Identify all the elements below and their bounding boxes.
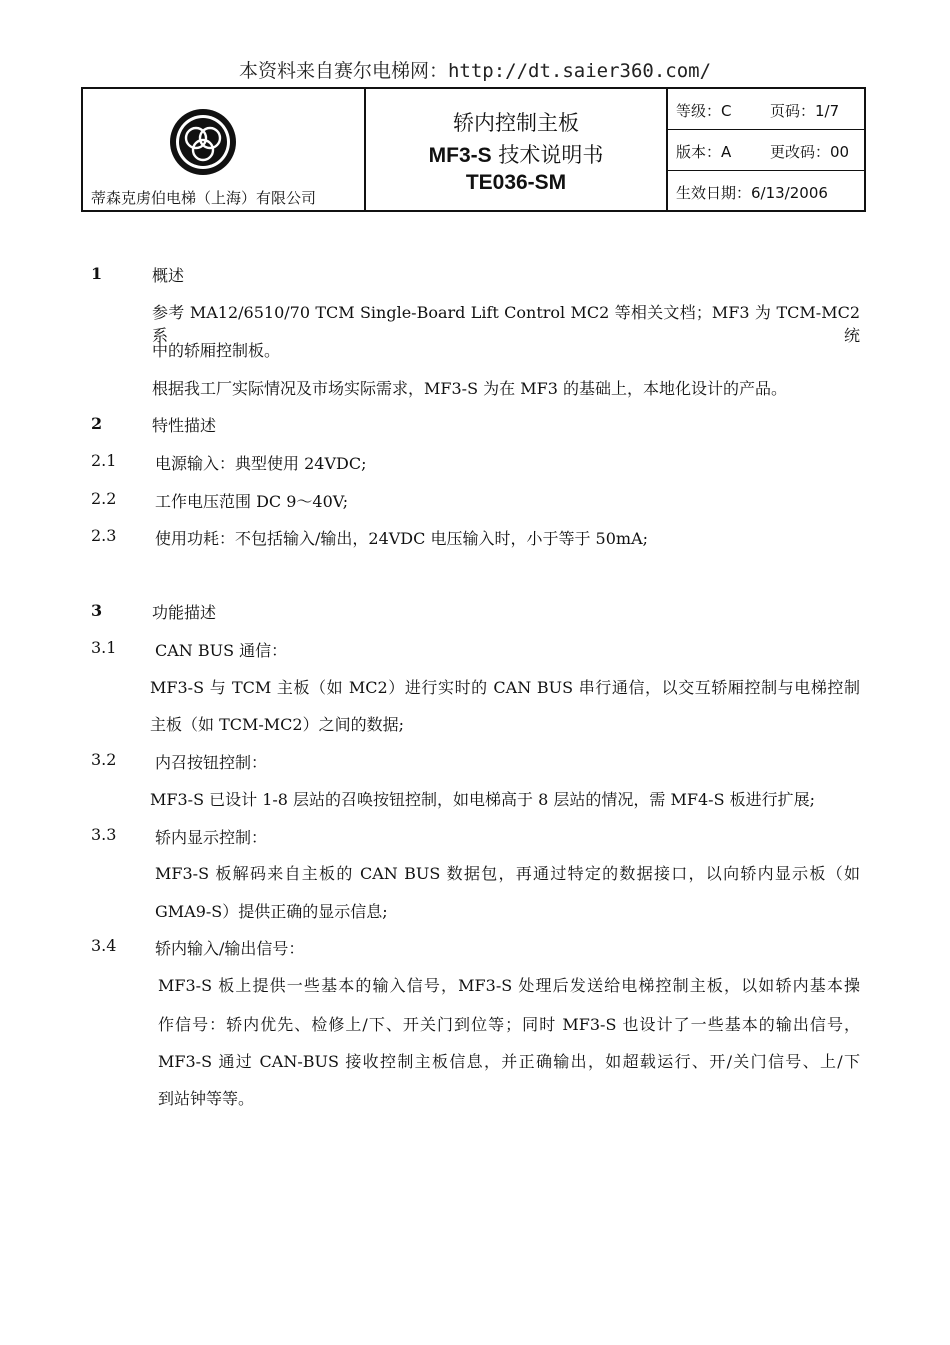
doc-title-model: MF3-S	[428, 144, 492, 167]
section-title: 功能描述	[152, 603, 217, 622]
paragraph-line: 主板（如 TCM-MC2）之间的数据;	[150, 715, 404, 734]
item-number: 3.1	[91, 638, 117, 657]
item-text: 工作电压范围 DC 9～40V;	[155, 492, 349, 511]
company-name: 蒂森克虏伯电梯（上海）有限公司	[91, 189, 317, 207]
paragraph-line: GMA9-S）提供正确的显示信息;	[155, 902, 388, 921]
item-title: CAN BUS 通信：	[155, 641, 288, 660]
item-number: 2.2	[91, 489, 117, 508]
item-text: 使用功耗：不包括输入/输出，24VDC 电压输入时，小于等于 50mA;	[155, 529, 649, 548]
section-title: 概述	[152, 266, 185, 285]
paragraph-line: 根据我工厂实际情况及市场实际需求，MF3-S 为在 MF3 的基础上，本地化设计的产品。	[152, 379, 787, 398]
section-title: 特性描述	[152, 416, 217, 435]
change-label: 更改码：00	[770, 143, 850, 161]
section-number: 2	[91, 414, 103, 433]
paragraph-line: MF3-S 板上提供一些基本的输入信号，MF3-S 处理后发送给电梯控制主板，以如轿内基本操	[158, 976, 860, 995]
paragraph-line: 中的轿厢控制板。	[152, 341, 281, 360]
item-number: 2.1	[91, 451, 117, 470]
item-number: 2.3	[91, 526, 117, 545]
item-text: 电源输入：典型使用 24VDC;	[155, 454, 367, 473]
paragraph-line: 到站钟等等。	[158, 1089, 255, 1108]
page-label: 页码：1/7	[770, 102, 840, 120]
item-number: 3.2	[91, 750, 117, 769]
section-number: 1	[91, 264, 103, 283]
version-label: 版本：A	[676, 143, 732, 161]
paragraph-line: MF3-S 与 TCM 主板（如 MC2）进行实时的 CAN BUS 串行通信，以交互轿厢控制与电梯控制	[150, 678, 860, 697]
source-line: 本资料来自赛尔电梯网：http://dt.saier360.com/	[238, 60, 712, 82]
item-number: 3.3	[91, 825, 117, 844]
effective-date-label: 生效日期：6/13/2006	[676, 184, 828, 202]
item-title: 内召按钮控制：	[155, 753, 268, 772]
doc-code: TE036-SM	[465, 171, 567, 194]
item-title: 轿内显示控制：	[155, 828, 268, 847]
paragraph-line: MF3-S 已设计 1-8 层站的召唤按钮控制，如电梯高于 8 层站的情况，需 MF4-S 板进行扩展;	[150, 790, 816, 809]
item-title: 轿内输入/输出信号：	[155, 939, 305, 958]
doc-title-type: 技术说明书	[491, 143, 604, 167]
item-number: 3.4	[91, 936, 117, 955]
paragraph-line: MF3-S 板解码来自主板的 CAN BUS 数据包，再通过特定的数据接口，以向轿内显示板（如	[155, 864, 860, 883]
section-number: 3	[91, 601, 103, 620]
paragraph-line: 作信号：轿内优先、检修上/下、开关门到位等；同时 MF3-S 也设计了一些基本的输出信号，	[158, 1015, 860, 1034]
paragraph-line: 参考 MA12/6510/70 TCM Single-Board Lift Control MC2 等相关文档；MF3 为 TCM-MC2 系统	[152, 303, 860, 345]
paragraph-line: MF3-S 通过 CAN-BUS 接收控制主板信息，并正确输出，如超载运行、开/关门信号、上/下	[158, 1052, 860, 1071]
grade-label: 等级：C	[676, 102, 732, 120]
doc-title-line1: 轿内控制主板	[453, 111, 579, 135]
